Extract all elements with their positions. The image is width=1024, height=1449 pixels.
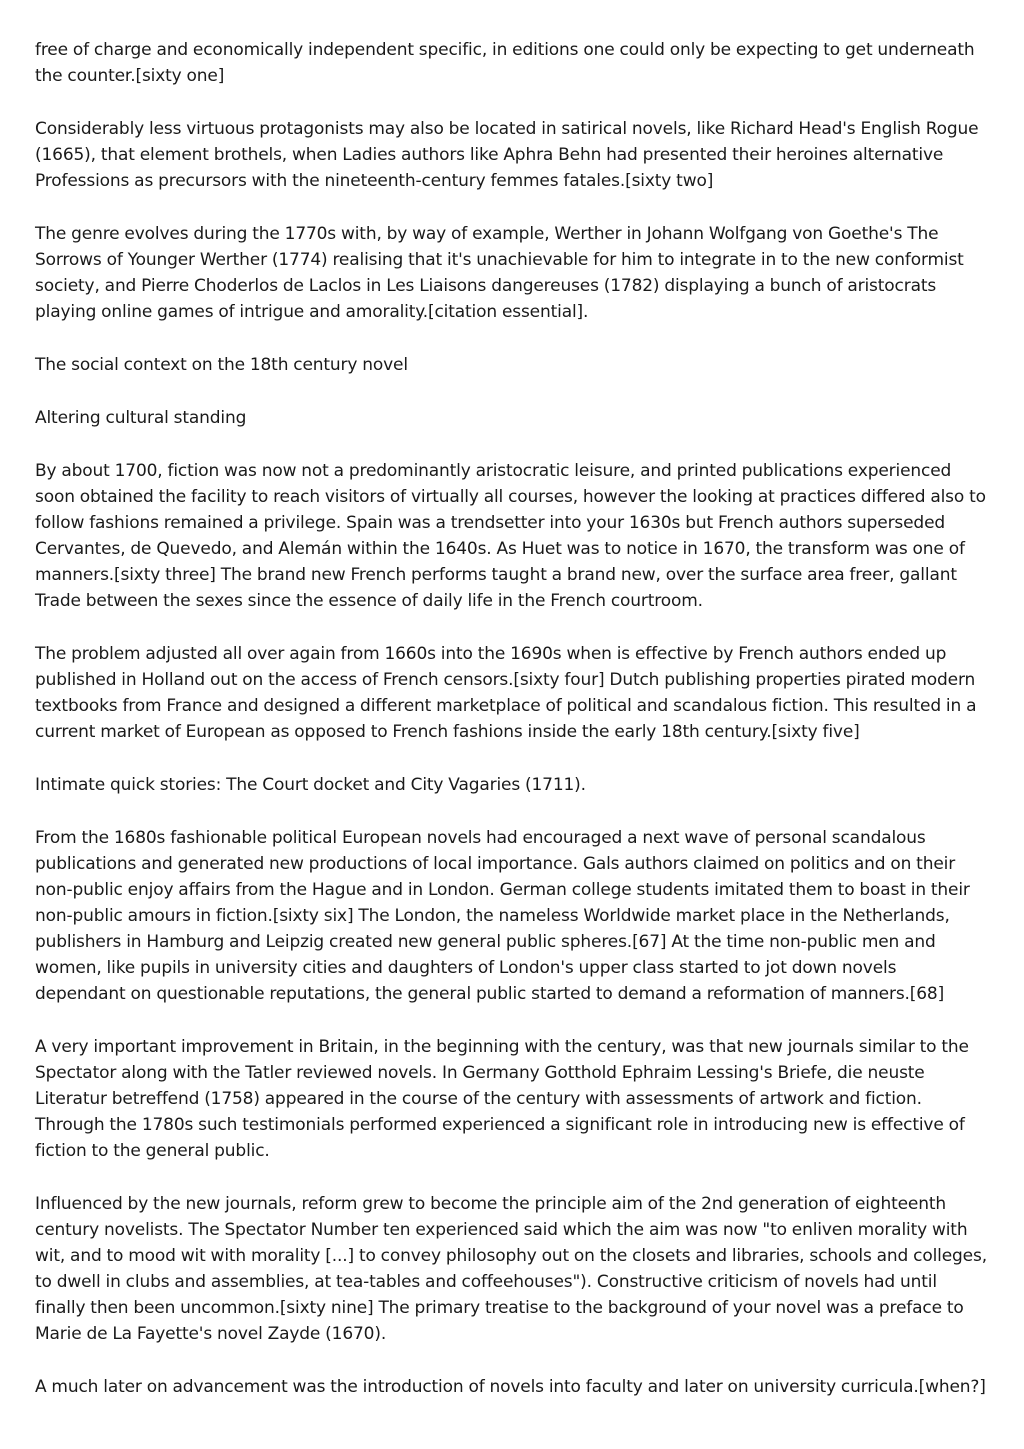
caption-court-vagaries: Intimate quick stories: The Court docket and City Vagaries (1711). (35, 775, 586, 795)
subheading-cultural-standing: Altering cultural standing (35, 408, 247, 428)
paragraph-curricula: A much later on advancement was the introduction of novels into faculty and later on university curricula.[when?] (35, 1377, 986, 1397)
paragraph-holland-censors: The problem adjusted all over again from 1660s into the 1690s when is effective by French authors ended up published in Holland out on the access of French censors.[sixty four] Dutch publishing properties pirated modern textbooks from France and designed a different marketplace of political and scandalous fiction. This resulted in a current market of European as opposed to French fashions inside the early 18th century.[sixty five] (35, 644, 977, 742)
paragraph-fiction-1700: By about 1700, fiction was now not a predominantly aristocratic leisure, and printed publications experienced soon obtained the facility to reach visitors of virtually all courses, however the looking at practices differed also to follow fashions remained a privilege. Spain was a trendsetter into your 1630s but French authors superseded Cervantes, de Quevedo, and Alemán within the 1640s. As Huet was to notice in 1670, the transform was one of manners.[sixty three] The brand new French performs taught a brand new, over the surface area freer, gallant Trade between the sexes since the essence of daily life in the French courtroom. (35, 461, 986, 611)
paragraph-scandalous-publications: From the 1680s fashionable political European novels had encouraged a next wave of personal scandalous publications and generated new productions of local importance. Gals authors claimed on politics and on their non-public enjoy affairs from the Hague and in London. German college students imitated them to boast in their non-public amours in fiction.[sixty six] The London, the nameless Worldwide market place in the Netherlands, publishers in Hamburg and Leipzig created new general public spheres.[67] At the time non-public men and women, like pupils in university cities and daughters of London's upper class started to jot down novels dependant on questionable reputations, the general public started to demand a reformation of manners.[68] (35, 828, 970, 1004)
paragraph-werther: The genre evolves during the 1770s with, by way of example, Werther in Johann Wolfgang von Goethe's The Sorrows of Younger Werther (1774) realising that it's unachievable for him to integrate in to the new conformist society, and Pierre Choderlos de Laclos in Les Liaisons dangereuses (1782) displaying a bunch of aristocrats playing online games of intrigue and amorality.[citation essential]. (35, 224, 964, 322)
paragraph-reform-aim: Influenced by the new journals, reform grew to become the principle aim of the 2nd generation of eighteenth century novelists. The Spectator Number ten experienced said which the aim was now "to enliven morality with wit, and to mood wit with morality [...] to convey philosophy out on the closets and libraries, schools and colleges, to dwell in clubs and assemblies, at tea-tables and coffeehouses"). Constructive criticism of novels had until finally then been uncommon.[sixty nine] The primary treatise to the background of your novel was a preface to Marie de La Fayette's novel Zayde (1670). (35, 1194, 987, 1344)
document-body (35, 37, 990, 1427)
paragraph-journals-reviews: A very important improvement in Britain, in the beginning with the century, was that new journals similar to the Spectator along with the Tatler reviewed novels. In Germany Gotthold Ephraim Lessing's Briefe, die neuste Literatur betreffend (1758) appeared in the course of the century with assessments of artwork and fiction. Through the 1780s such testimonials performed experienced a significant role in introducing new is effective of fiction to the general public. (35, 1037, 969, 1161)
paragraph-sixty-one-continuation: free of charge and economically independent specific, in editions one could only be expecting to get underneath the counter.[sixty one] (35, 40, 975, 86)
paragraph-english-rogue: Considerably less virtuous protagonists may also be located in satirical novels, like Richard Head's English Rogue (1665), that element brothels, when Ladies authors like Aphra Behn had presented their heroines alternative Professions as precursors with the nineteenth-century femmes fatales.[sixty two] (35, 119, 979, 191)
section-heading-social-context: The social context on the 18th century novel (35, 355, 408, 375)
